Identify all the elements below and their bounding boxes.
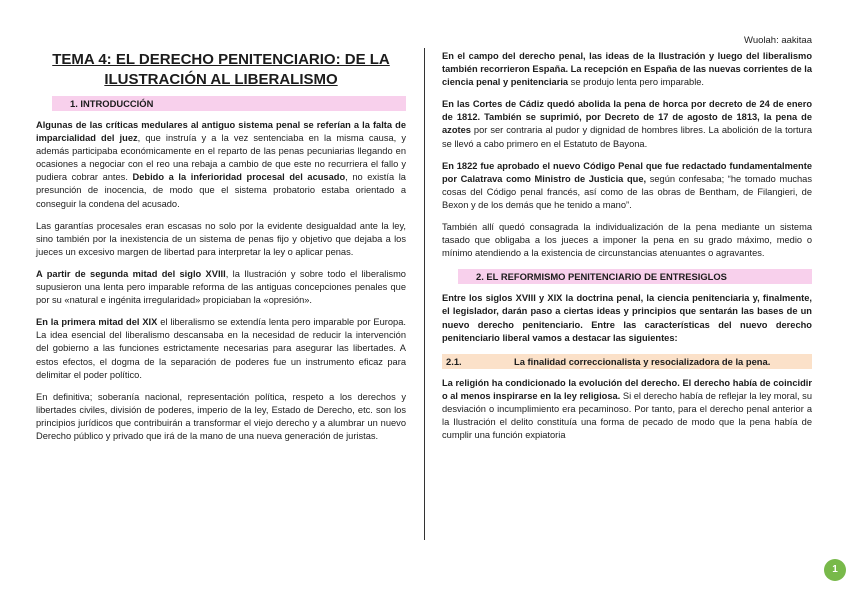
section-heading-reformismo: 2. EL REFORMISMO PENITENCIARIO DE ENTRESIGLOS (458, 269, 812, 284)
subsection-heading (442, 354, 812, 369)
paragraph (442, 50, 812, 89)
paragraph (442, 98, 812, 150)
document-title: TEMA 4: EL DERECHO PENITENCIARIO: DE LA ILUSTRACIÓN AL LIBERALISMO (52, 51, 390, 88)
text: , la Ilustración y sobre todo el liberalismo supusieron una lenta pero imparable reforma de las antiguas concepciones penales que por su «natural e ingénita irregularidad» propiciaban la «opresión». (36, 268, 406, 306)
subsection-title: La finalidad correccionalista y resocializadora de la pena. (514, 355, 771, 367)
bold-text: Algunas de las críticas medulares al antiguo sistema penal se referían a la falta de imparcialidad del juez (36, 120, 406, 144)
left-column (36, 50, 406, 452)
paragraph (36, 119, 406, 211)
column-divider (424, 48, 425, 540)
paragraph: También allí quedó consagrada la individualización de la pena mediante un sistema tasado que obligaba a los jueces a imponer la pena en su grado máximo, medio o mínimo atendiendo a la existencia de circunstancias atenuantes o agravantes. (442, 222, 812, 259)
paragraph (442, 160, 812, 212)
page-number-badge: 1 (824, 559, 846, 581)
text: , no existía la presunción de inocencia, de modo que el sistema probatorio estaba orientado a conseguir la condena del acusado. (36, 172, 406, 209)
bold-text: Entre los siglos XVIII y XIX la doctrina penal, la ciencia penitenciaria y, finalmente, el legislador, darán paso a ciertas ideas y principios que sentarán las bases de un nuevo derecho penitenciario. Entre las características del nuevo derecho penitenciario liberal vamos a destacar las siguientes: (442, 293, 812, 343)
right-column (442, 50, 812, 451)
subsection-number: 2.1. (446, 355, 462, 367)
bold-text: En 1822 fue aprobado el nuevo Código Penal que fue redactado fundamentalmente por Calatrava como Ministro de Justicia que, (442, 160, 812, 184)
paragraph (36, 268, 406, 307)
bold-text: En las Cortes de Cádiz quedó abolida la pena de horca por decreto de 24 de enero de 1812. También se suprimió, por Decreto de 17 de agosto de 1813, la pena de azotes (442, 99, 812, 136)
bold-text: En la primera mitad del XIX (36, 317, 158, 328)
text: , que instruía y a la vez sentenciaba en la misma causa, y además participaba económicamente en el reparto de las penas pecuniarias llegando en ocasiones a negociar con el reo una rebaja a cambio de que este no recurriera el fallo y pudiera cobrar antes. (36, 133, 406, 183)
paragraph (442, 292, 812, 344)
bold-text: La religión ha condicionado la evolución del derecho. El derecho había de coincidir o al menos inspirarse en la ley religiosa. (442, 377, 812, 401)
bold-text: Debido a la inferioridad procesal del acusado (132, 172, 346, 183)
paragraph: En definitiva; soberanía nacional, representación política, respeto a los derechos y libertades civiles, división de poderes, imperio de la ley, Estado de Derecho, etc. son los principios jurídicos que contribuirán a transformar el viejo derecho y a alumbrar un nuevo Derecho público y privado que irá de la mano de una nueva generación de juristas. (36, 391, 406, 441)
watermark: Wuolah: aakitaa (744, 35, 812, 46)
paragraph: Las garantías procesales eran escasas no solo por la evidente desigualdad ante la ley, sino también por la inexistencia de un sistema de penas fijo y objetivo que dejaba a los jueces un excesivo margen de libertad para interpretar la ley o aplicar penas. (36, 220, 406, 257)
paragraph (36, 316, 406, 381)
text: por ser contraria al pudor y dignidad de hombres libres. La abolición de la tortura se llevó a cabo primero en el Estatuto de Bayona. (442, 125, 812, 149)
section-heading-introduccion: 1. INTRODUCCIÓN (52, 96, 406, 111)
bold-text: A partir de segunda mitad del siglo XVIII (36, 268, 226, 279)
text: Si el derecho había de reflejar la ley moral, su desviación o incumplimiento era pecaminoso. Por tanto, para el derecho penal anterior a la Ilustración el delito constituía una forma de pecado de modo que la pena había de cumplir una función expiatoria (442, 390, 813, 441)
text: el liberalismo se extendía lenta pero imparable por Europa. La idea esencial del liberalismo descansaba en la necesidad de reducir la intervención del gobierno a las funciones estrictamente necesarias para asegurar las libertades. A estos efectos, el dogma de la separación de poderes fue un instrumento eficaz para delimitar el poder político. (36, 317, 406, 380)
text: se produjo lenta pero imparable. (568, 77, 705, 88)
bold-text: En el campo del derecho penal, las ideas de la Ilustración y luego del liberalismo también recorrieron España. La recepción en España de las nuevas corrientes de la ciencia penal y penitenciaria (442, 51, 812, 88)
paragraph (442, 377, 812, 442)
text: según confesaba; “he tomado muchas cosas del Código penal francés, así como de las obras de Bentham, de Filangieri, de Bexon y de los demás que he tenido a mano”. (442, 173, 813, 210)
